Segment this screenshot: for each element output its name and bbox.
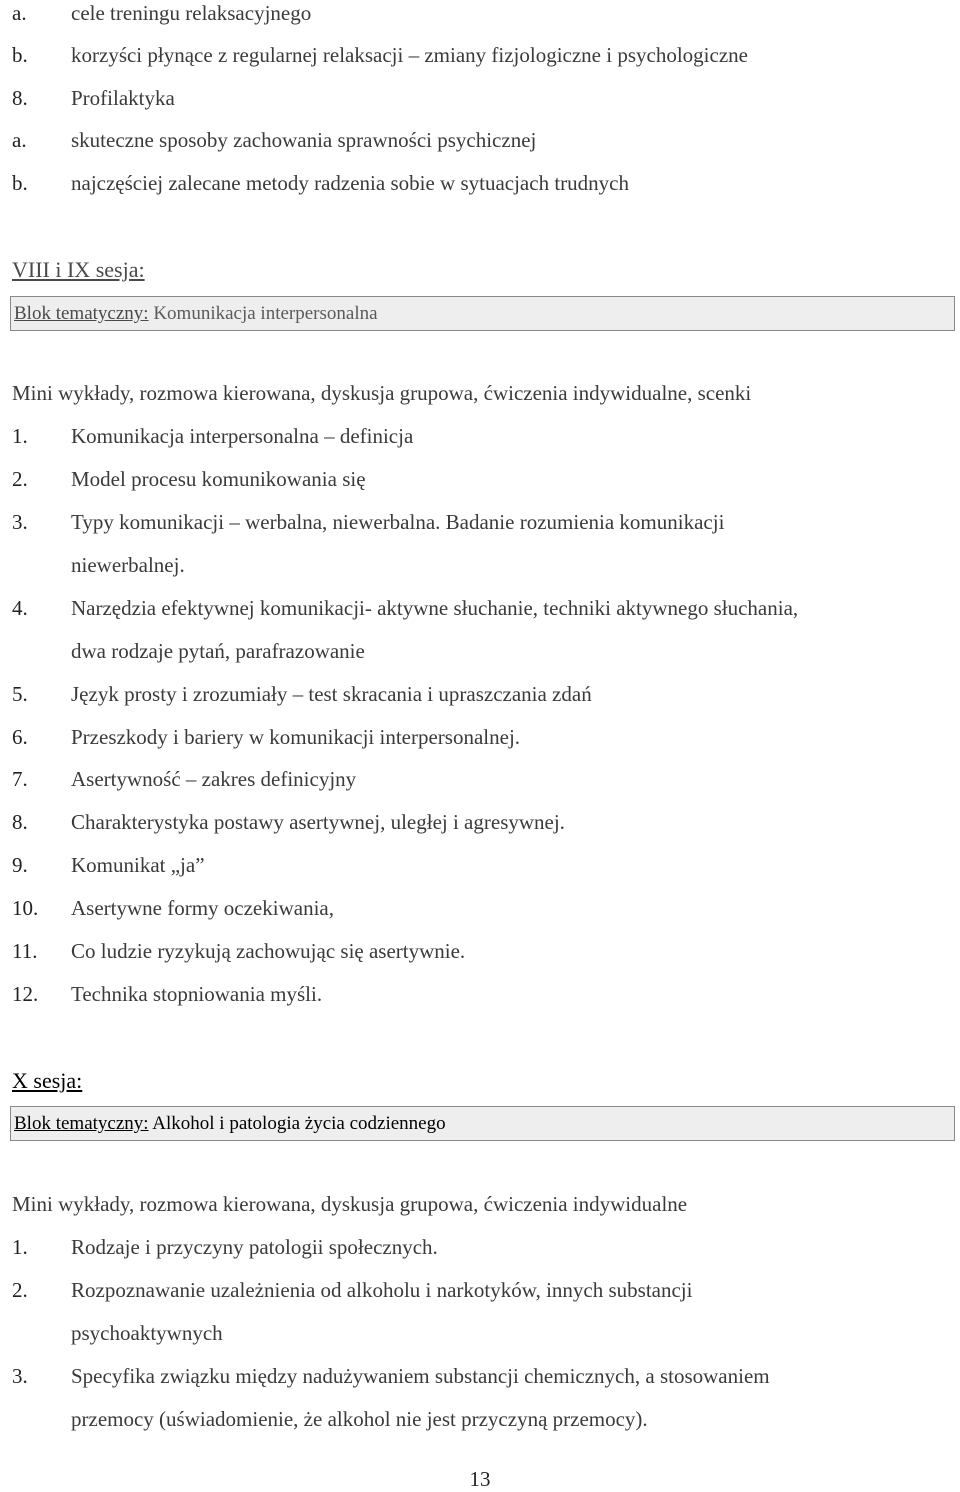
topic-block-label: Blok tematyczny: [14,1113,149,1134]
list-item-text: Charakterystyka postawy asertywnej, uległej i agresywnej. [71,810,565,834]
list-item-label: 10. [12,896,39,920]
topic-block [10,1106,955,1141]
list-item-label: 7. [12,767,28,791]
topic-block [10,296,955,331]
list-item-text: Komunikacja interpersonalna – definicja [71,424,414,448]
list-item-label: 9. [12,853,28,877]
list-item-label: 6. [12,725,28,749]
list-item-text: korzyści płynące z regularnej relaksacji – zmiany fizjologiczne i psychologiczne [71,43,748,67]
list-item-text: psychoaktywnych [71,1321,223,1345]
list-item-text: Rozpoznawanie uzależnienia od alkoholu i narkotyków, innych substancji [71,1278,693,1302]
list-item-text: Co ludzie ryzykują zachowując się asertywnie. [71,939,466,963]
list-item-label: 8. [12,810,28,834]
list-item-text: Asertywność – zakres definicyjny [71,767,357,791]
list-item-text: Rodzaje i przyczyny patologii społecznych. [71,1235,438,1259]
page-number: 13 [469,1467,491,1491]
list-item-label: 8. [12,86,28,110]
list-item-text: Profilaktyka [71,86,175,110]
list-item-text: Język prosty i zrozumiały – test skracania i upraszczania zdań [71,682,592,706]
list-item-text: przemocy (uświadomienie, że alkohol nie jest przyczyną przemocy). [71,1407,648,1431]
list-item-text: dwa rodzaje pytań, parafrazowanie [71,639,365,663]
list-item-label: 1. [12,424,28,448]
list-item-label: 5. [12,682,28,706]
list-item-text: Typy komunikacji – werbalna, niewerbalna. Badanie rozumienia komunikacji [71,510,725,534]
list-item-text: Przeszkody i bariery w komunikacji interpersonalnej. [71,725,521,749]
list-item-text: cele treningu relaksacyjnego [71,1,312,25]
list-item-text: Model procesu komunikowania się [71,467,366,491]
methods-text: Mini wykłady, rozmowa kierowana, dyskusja grupowa, ćwiczenia indywidualne [12,1192,688,1216]
list-item-text: najczęściej zalecane metody radzenia sobie w sytuacjach trudnych [71,171,629,195]
topic-block-value: Komunikacja interpersonalna [153,303,378,324]
list-item-label: 4. [12,596,28,620]
topic-block-value: Alkohol i patologia życia codziennego [152,1113,446,1134]
list-item-label: 2. [12,467,28,491]
topic-block-label: Blok tematyczny: [14,303,149,324]
list-item-label: 2. [12,1278,28,1302]
list-item-text: Specyfika związku między nadużywaniem substancji chemicznych, a stosowaniem [71,1364,770,1388]
methods-text: Mini wykłady, rozmowa kierowana, dyskusja grupowa, ćwiczenia indywidualne, scenki [12,381,752,405]
list-item-text: skuteczne sposoby zachowania sprawności psychicznej [71,128,537,152]
list-item-label: b. [12,43,28,67]
list-item-text: niewerbalnej. [71,553,185,577]
list-item-label: a. [12,1,27,25]
list-item-text: Technika stopniowania myśli. [71,982,323,1006]
list-item-label: 11. [12,939,38,963]
list-item-label: a. [12,128,27,152]
list-item-label: 1. [12,1235,28,1259]
list-item-label: 3. [12,510,28,534]
list-item-text: Komunikat „ja” [71,853,205,877]
list-item-label: b. [12,171,28,195]
list-item-text: Narzędzia efektywnej komunikacji- aktywne słuchanie, techniki aktywnego słuchania, [71,596,799,620]
list-item-text: Asertywne formy oczekiwania, [71,896,334,920]
session-heading: X sesja: [12,1068,83,1093]
list-item-label: 12. [12,982,39,1006]
session-heading: VIII i IX sesja: [12,257,145,282]
list-item-label: 3. [12,1364,28,1388]
